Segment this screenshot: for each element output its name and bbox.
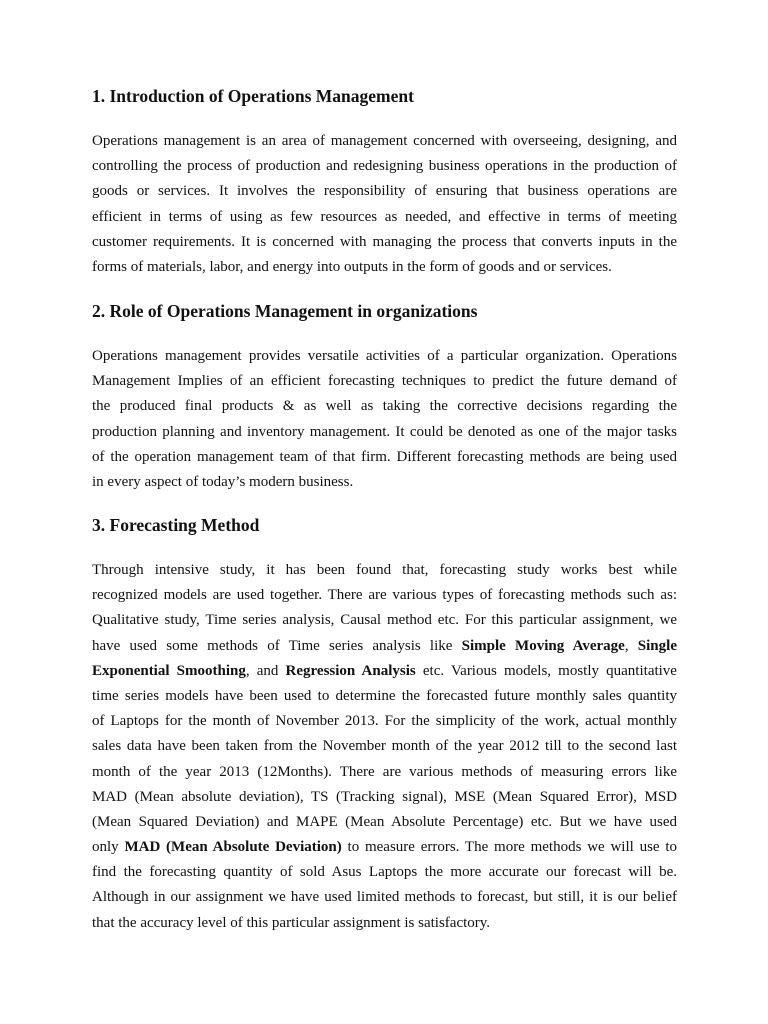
text-line (92, 583, 677, 608)
text-line (92, 154, 677, 179)
text-segment: month of the year 2013 (12Months). There are various methods of measuring errors like (92, 763, 677, 780)
text-line (92, 445, 677, 470)
text-line (92, 394, 677, 419)
text-segment: MAD (Mean absolute deviation), TS (Tracking signal), MSE (Mean Squared Error), MSD (92, 788, 677, 805)
text-segment: forms of materials, labor, and energy into outputs in the form of goods and or services. (92, 258, 612, 275)
text-segment: , (624, 637, 638, 654)
text-segment: in every aspect of today’s modern business. (92, 473, 354, 490)
text-line (92, 760, 677, 785)
text-segment: Operations management is an area of management concerned with overseeing, designing, and (92, 133, 677, 149)
bold-text: MAD (Mean Absolute Deviation) (124, 839, 342, 856)
text-line (92, 205, 677, 230)
paragraph-introduction (92, 129, 677, 280)
paragraph-forecasting (92, 558, 677, 936)
text-line (92, 684, 677, 709)
text-segment: find the forecasting quantity of sold Asus Laptops the more accurate our forecast will be. (92, 864, 677, 881)
text-segment: the produced final products & as well as taking the corrective decisions regarding the (92, 398, 677, 415)
text-segment: Operations management provides versatile activities of a particular organization. Operations (92, 348, 677, 364)
text-segment: (Mean Squared Deviation) and MAPE (Mean Absolute Percentage) etc. But we have used (92, 813, 677, 830)
text-line (92, 470, 677, 495)
text-segment: customer requirements. It is concerned with managing the process that converts inputs in the (92, 233, 677, 250)
text-segment: Although in our assignment we have used limited methods to forecast, but still, it is our belief (92, 889, 677, 906)
text-segment: Management Implies of an efficient forecasting techniques to predict the future demand of (92, 373, 677, 390)
text-line (92, 230, 677, 255)
text-line (92, 129, 677, 154)
text-line (92, 785, 677, 810)
text-line (92, 634, 677, 659)
text-segment: recognized models are used together. There are various types of forecasting methods such as: (92, 587, 677, 604)
text-segment: have used some methods of Time series analysis like (92, 637, 462, 654)
text-line (92, 835, 677, 860)
text-segment: etc. Various models, mostly quantitative (415, 662, 677, 679)
section-heading-forecasting: 3. Forecasting Method (92, 515, 260, 535)
text-segment: time series models have been used to determine the forecasted future monthly sales quantity (92, 687, 677, 704)
text-line (92, 179, 677, 204)
text-segment: goods or services. It involves the responsibility of ensuring that business operations are (92, 183, 677, 200)
text-segment: controlling the process of production and redesigning business operations in the production of (92, 158, 677, 175)
text-line (92, 344, 677, 369)
bold-text: Regression Analysis (285, 662, 416, 679)
text-segment: of Laptops for the month of November 2013. For the simplicity of the work, actual monthly (92, 713, 677, 730)
text-segment: efficient in terms of using as few resources as needed, and effective in terms of meeting (92, 208, 677, 225)
text-segment: only (92, 839, 125, 856)
text-segment: , and (245, 662, 286, 679)
text-line (92, 558, 677, 583)
text-line (92, 810, 677, 835)
text-segment: Through intensive study, it has been found that, forecasting study works best while (92, 562, 677, 578)
paragraph-role (92, 344, 677, 495)
text-segment: Qualitative study, Time series analysis, Causal method etc. For this particular assignment, we (92, 612, 677, 629)
text-segment: sales data have been taken from the November month of the year 2012 till to the second last (92, 738, 677, 755)
bold-text: Simple Moving Average (461, 637, 625, 654)
text-segment: of the operation management team of that firm. Different forecasting methods are being used (92, 448, 677, 465)
text-segment: that the accuracy level of this particular assignment is satisfactory. (92, 914, 491, 931)
bold-text: Single (637, 637, 677, 654)
text-line (92, 608, 677, 633)
text-line (92, 369, 677, 394)
text-line (92, 911, 677, 936)
text-line (92, 885, 677, 910)
text-segment: production planning and inventory management. It could be denoted as one of the major tasks (92, 423, 677, 440)
bold-text: Exponential Smoothing (92, 662, 246, 679)
section-heading-introduction: 1. Introduction of Operations Management (92, 86, 414, 106)
text-segment: to measure errors. The more methods we will use to (341, 839, 678, 856)
text-line (92, 734, 677, 759)
text-line (92, 255, 677, 280)
text-line (92, 659, 677, 684)
text-line (92, 860, 677, 885)
text-line (92, 420, 677, 445)
section-heading-role: 2. Role of Operations Management in organizations (92, 301, 478, 321)
text-line (92, 709, 677, 734)
